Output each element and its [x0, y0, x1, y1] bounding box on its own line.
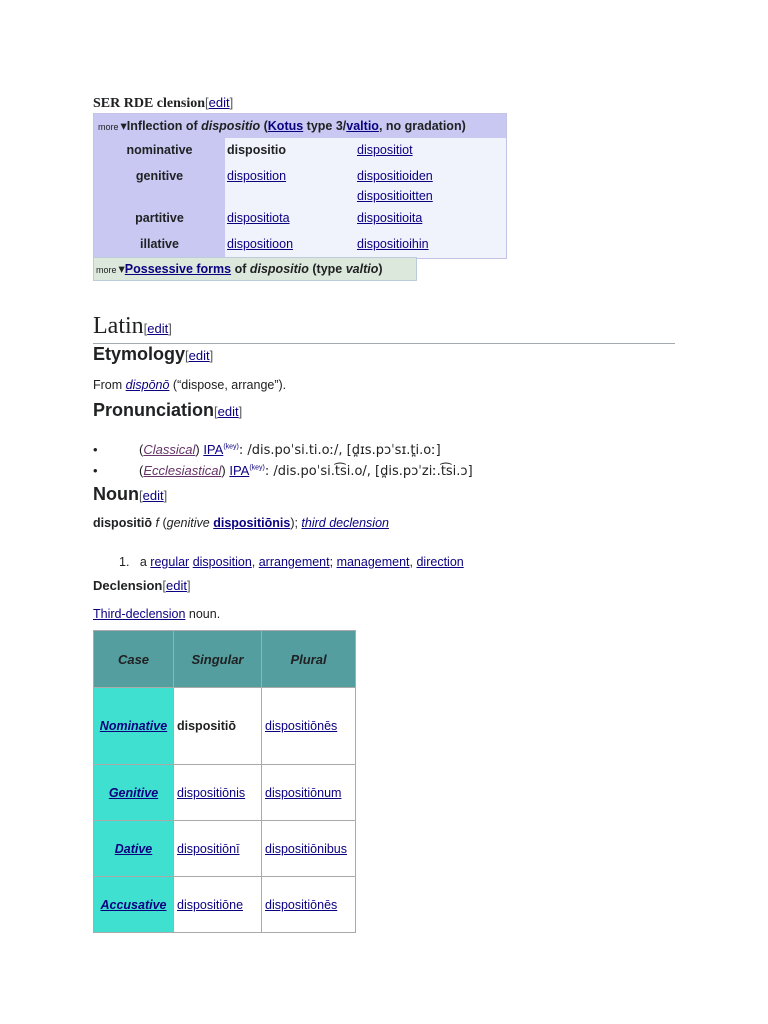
possessive-close: ) — [378, 262, 383, 276]
headword-line: dispositiō f (genitive dispositiōnis); third declension — [93, 516, 389, 530]
etymology-gloss: (“dispose, arrange”). — [169, 378, 287, 392]
more-toggle[interactable]: more — [96, 265, 117, 275]
case-label: nominative — [94, 138, 225, 164]
table-row — [94, 232, 506, 258]
etymology-heading-text: Etymology — [93, 344, 186, 364]
kotus-link[interactable]: Kotus — [267, 119, 304, 133]
table-header-row — [94, 631, 356, 688]
latin-heading-text: Latin — [93, 313, 144, 339]
inflection-open: ( — [260, 119, 268, 133]
column-header: Case — [94, 631, 174, 688]
sense-number: 1. — [119, 555, 130, 569]
definition-item: 1. a regular disposition, arrangement; management, direction — [119, 555, 464, 569]
accent-link[interactable]: Classical — [143, 442, 196, 457]
column-header: Singular — [174, 631, 262, 688]
table-row — [94, 821, 356, 877]
etymon-link[interactable]: dispōnō — [125, 378, 170, 392]
singular-form-link[interactable]: dispositiota — [227, 211, 290, 225]
case-label: genitive — [94, 164, 225, 206]
inflection-tail: , no gradation) — [378, 119, 466, 133]
inflection-type-mid: type 3/ — [303, 119, 347, 133]
ipa-link[interactable]: IPA — [229, 463, 250, 478]
ipa-key-link[interactable]: (key) — [249, 464, 265, 472]
declension-link[interactable]: third declension — [301, 516, 389, 530]
table-row — [94, 138, 506, 164]
ipa-transcription: : /dis.poˈsi.t͡si.o/, [d̪is.pɔˈziː.t͡si.ɔ] — [264, 464, 473, 479]
table-row — [94, 688, 356, 765]
etymology-from: From — [93, 378, 126, 392]
bullet-icon: • — [93, 442, 98, 457]
singular-form-link[interactable]: dispositiōne — [177, 897, 244, 912]
case-label: partitive — [94, 206, 225, 232]
case-cell — [94, 821, 174, 877]
declension-subheading-text: Declension — [93, 578, 163, 593]
pronunciation-heading-text: Pronunciation — [93, 400, 214, 420]
headword: dispositiō — [93, 516, 153, 530]
gloss-link[interactable]: direction — [416, 555, 464, 569]
possessive-forms-link[interactable]: Possessive forms — [124, 262, 232, 276]
language-heading-latin: Latin[edit] — [93, 312, 675, 344]
edit-link[interactable]: edit — [165, 578, 187, 593]
inflection-header — [94, 114, 506, 138]
singular-form-link[interactable]: dispositiōnī — [177, 841, 240, 856]
possessive-type: valtio — [345, 262, 379, 276]
latin-declension-table — [93, 630, 356, 933]
singular-form-link[interactable]: dispositiōnis — [177, 785, 246, 800]
etymology-heading: Etymology[edit] — [93, 344, 214, 364]
inflection-word: dispositio — [201, 119, 261, 133]
table-row — [94, 164, 506, 206]
case-link[interactable]: Accusative — [100, 897, 167, 912]
pronunciation-heading: Pronunciation[edit] — [93, 400, 243, 420]
column-header: Plural — [262, 631, 356, 688]
table-row — [94, 206, 506, 232]
plural-form-link[interactable]: dispositiōnibus — [265, 841, 347, 856]
case-cell — [94, 765, 174, 821]
noun-heading-text: Noun — [93, 484, 139, 504]
genitive-label: genitive — [166, 516, 210, 530]
singular-form-link[interactable]: disposition — [227, 169, 287, 183]
finnish-inflection-table — [93, 113, 507, 259]
plural-form-link[interactable]: dispositioiden — [357, 169, 433, 183]
ipa-transcription: : /dis.poˈsi.ti.oː/, [d̪ɪs.pɔˈsɪ.t̪i.oː] — [238, 443, 441, 458]
edit-link[interactable]: edit — [142, 488, 164, 503]
sense-article: a — [139, 555, 151, 569]
singular-form: dispositiō — [174, 688, 262, 765]
plural-form-link[interactable]: dispositiōnum — [265, 785, 342, 800]
plural-form-link[interactable]: dispositioihin — [357, 237, 429, 251]
declension-type-link[interactable]: Third-declension — [93, 607, 186, 621]
case-cell — [94, 877, 174, 933]
edit-link[interactable]: edit — [217, 404, 239, 419]
bullet-icon: • — [93, 463, 98, 478]
inflection-prefix: Inflection of — [126, 119, 202, 133]
plural-form-link[interactable]: dispositiōnēs — [265, 719, 338, 733]
gloss-link[interactable]: disposition — [192, 555, 252, 569]
declension-heading: SER RDE clension[edit] — [93, 95, 234, 111]
edit-link[interactable]: edit — [208, 95, 230, 110]
singular-form: dispositio — [227, 143, 287, 157]
singular-form-link[interactable]: dispositioon — [227, 237, 294, 251]
plural-form-link[interactable]: dispositioitten — [357, 189, 433, 203]
plural-form-link[interactable]: dispositiōnēs — [265, 897, 338, 912]
inflection-grid — [94, 138, 506, 258]
gender: f — [155, 516, 159, 530]
table-row — [94, 765, 356, 821]
declension-note — [93, 607, 220, 621]
accent-link[interactable]: Ecclesiastical — [143, 463, 222, 478]
valtio-link[interactable]: valtio — [346, 119, 379, 133]
ipa-link[interactable]: IPA — [203, 442, 224, 457]
case-cell — [94, 688, 174, 765]
possessive-forms-box — [93, 257, 417, 281]
expand-toggle-icon[interactable]: ▾ — [118, 262, 125, 276]
declension-subheading: Declension[edit] — [93, 578, 191, 593]
declension-heading-text: SER RDE clension — [93, 96, 206, 111]
case-link[interactable]: Genitive — [108, 785, 159, 800]
possessive-of: of — [231, 262, 250, 276]
list-item: • (Ecclesiastical) $IPA^{(key)}$: /dis.poˈsi.t͡si.o/, [d̪is.pɔˈziː.t͡si.ɔ] — [93, 463, 473, 479]
edit-link[interactable]: edit — [188, 348, 210, 363]
ipa-key-link[interactable]: (key) — [223, 443, 239, 451]
genitive-link[interactable]: dispositiōnis — [213, 516, 291, 530]
possessive-type-pre: (type — [308, 262, 346, 276]
expand-toggle-icon[interactable]: ▾ — [120, 119, 127, 133]
declension-note-tail: noun. — [185, 607, 221, 621]
case-label: illative — [94, 232, 225, 258]
table-row — [94, 877, 356, 933]
case-link[interactable]: Dative — [114, 841, 153, 856]
gloss-link[interactable]: regular — [150, 555, 190, 569]
possessive-word: dispositio — [249, 262, 309, 276]
plural-form-link[interactable]: dispositiot — [357, 143, 413, 157]
gloss-link[interactable]: arrangement — [258, 555, 330, 569]
etymology-text — [93, 378, 286, 392]
more-toggle[interactable]: more — [98, 122, 119, 132]
edit-link[interactable]: edit — [147, 321, 169, 336]
list-item: • (Classical) $IPA^{(key)}$: /dis.poˈsi.ti.oː/, [d̪ɪs.pɔˈsɪ.t̪i.oː] — [93, 442, 441, 458]
noun-heading: Noun[edit] — [93, 484, 168, 504]
case-link[interactable]: Nominative — [99, 719, 168, 733]
plural-form-link[interactable]: dispositioita — [357, 211, 423, 225]
gloss-link[interactable]: management — [336, 555, 410, 569]
